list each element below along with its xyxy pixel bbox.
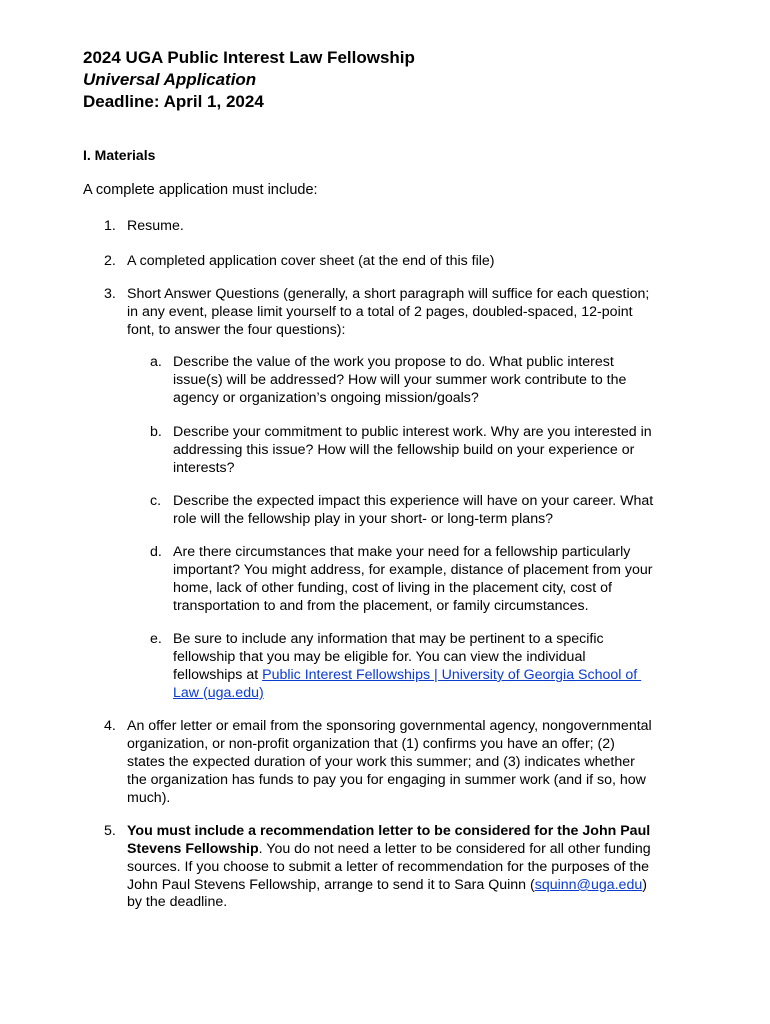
sub-item-line: Are there circumstances that make your need for a fellowship particularly xyxy=(173,544,631,560)
list-item-line: the organization has funds to pay you for engaging in summer work (and if so, how xyxy=(127,772,646,788)
sub-item-line: fellowship that you may be eligible for. You can view the individual xyxy=(173,649,586,665)
list-item-line: in any event, please limit yourself to a total of 2 pages, doubled-spaced, 12-point xyxy=(127,304,633,320)
intro-text: A complete application must include: xyxy=(83,182,318,198)
list-item-line xyxy=(127,876,647,894)
sub-letter: d. xyxy=(150,544,162,560)
sub-letter: b. xyxy=(150,424,162,440)
bold-text: Stevens Fellowship xyxy=(127,841,259,857)
list-item-text: A completed application cover sheet (at the end of this file) xyxy=(127,253,495,269)
list-number: 5. xyxy=(104,823,116,839)
list-number: 4. xyxy=(104,718,116,734)
sub-item-line xyxy=(173,684,264,702)
sub-item-line: important? You might address, for example, distance of placement from your xyxy=(173,562,653,578)
plain-text: ) xyxy=(642,877,647,893)
sub-item-line: role will the fellowship play in your short- or long-term plans? xyxy=(173,511,554,527)
list-number: 3. xyxy=(104,286,116,302)
list-item-line: organization, or non-profit organization that (1) confirms you have an offer; (2) xyxy=(127,736,615,752)
list-item-line: by the deadline. xyxy=(127,894,228,910)
sub-item-line: Describe the value of the work you propose to do. What public interest xyxy=(173,354,614,370)
sub-letter: a. xyxy=(150,354,162,370)
header-title: 2024 UGA Public Interest Law Fellowship xyxy=(83,48,415,67)
sub-item-line xyxy=(173,666,641,684)
sub-letter: c. xyxy=(150,493,162,509)
sub-item-text: fellowships at xyxy=(173,667,263,683)
list-item-line: much). xyxy=(127,790,171,806)
list-item-line: An offer letter or email from the sponsoring governmental agency, nongovernmental xyxy=(127,718,652,734)
section-title: I. Materials xyxy=(83,147,156,163)
header-subtitle: Universal Application xyxy=(83,70,257,89)
list-item-line xyxy=(127,840,651,858)
sub-item-line: transportation to and from the placement, or family circumstances. xyxy=(173,598,589,614)
list-number: 2. xyxy=(104,253,116,269)
list-item-line: Short Answer Questions (generally, a short paragraph will suffice for each question; xyxy=(127,286,650,302)
sub-item-line: issue(s) will be addressed? How will your summer work contribute to the xyxy=(173,372,627,388)
list-number: 1. xyxy=(104,218,116,234)
list-item-line: states the expected duration of your work this summer; and (3) indicates whether xyxy=(127,754,635,770)
sub-letter: e. xyxy=(150,631,162,647)
fellowships-link[interactable]: Public Interest Fellowships | University of Georgia School of xyxy=(262,667,642,683)
list-item-text: Resume. xyxy=(127,218,184,234)
sub-item-line: agency or organization’s ongoing mission/goals? xyxy=(173,390,479,406)
sub-item-line: home, lack of other funding, cost of living in the placement city, cost of xyxy=(173,580,612,596)
sub-item-line: Describe your commitment to public interest work. Why are you interested in xyxy=(173,424,652,440)
sub-item-line: Describe the expected impact this experience will have on your career. What xyxy=(173,493,654,509)
list-item-bold-line: You must include a recommendation letter to be considered for the John Paul xyxy=(127,823,651,839)
sub-item-line: addressing this issue? How will the fellowship build on your experience or xyxy=(173,442,635,458)
fellowships-link-continued[interactable]: Law (uga.edu) xyxy=(173,685,264,701)
header-deadline: Deadline: April 1, 2024 xyxy=(83,92,264,111)
plain-text: John Paul Stevens Fellowship, arrange to send it to Sara Quinn ( xyxy=(127,877,535,893)
email-link[interactable]: squinn@uga.edu xyxy=(534,877,643,893)
plain-text: . You do not need a letter to be considered for all other funding xyxy=(258,841,651,857)
list-item-line: font, to answer the four questions): xyxy=(127,322,346,338)
document-header xyxy=(83,47,415,113)
list-item-line: sources. If you choose to submit a letter of recommendation for the purposes of the xyxy=(127,859,650,875)
sub-item-line: Be sure to include any information that may be pertinent to a specific xyxy=(173,631,604,647)
sub-item-line: interests? xyxy=(173,460,235,476)
